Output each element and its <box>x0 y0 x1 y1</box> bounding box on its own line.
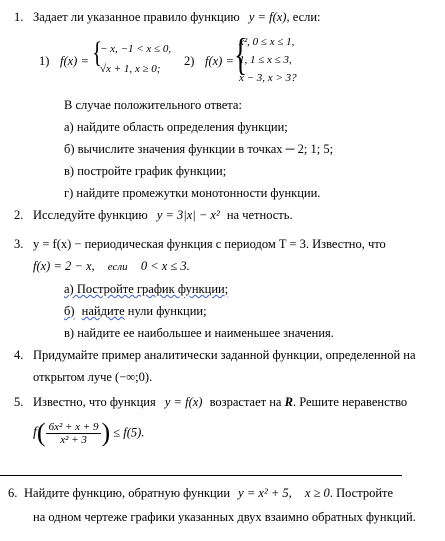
q1-case1-brace: { <box>92 36 103 69</box>
q1-case1-row2: √x + 1, x ≥ 0; <box>100 63 161 75</box>
q2-number: 2. <box>14 208 24 222</box>
q5-denominator: x² + 3 <box>60 433 87 446</box>
q1-number: 1. <box>14 10 24 24</box>
q1-case2-brace: { <box>234 30 247 79</box>
separator-line <box>0 475 402 476</box>
q1-case2-lhs: f(x) = <box>205 54 234 68</box>
q5-text <box>33 395 407 410</box>
q5-inequality <box>33 418 144 448</box>
q5-formula: y = f(x) <box>164 395 203 409</box>
q1-question: Задает ли указанное правило функцию <box>33 10 240 24</box>
q1-text <box>33 10 321 25</box>
q6-line2: на одном чертеже графики указанных двух взаимно обратных функций. <box>33 510 416 524</box>
q3-def-formula: f(x) = 2 − x, <box>33 259 95 273</box>
q2-question: Исследуйте функцию <box>33 208 148 222</box>
q1-case2-row3: x − 3, x > 3? <box>239 72 297 84</box>
q5-ineq-f: f <box>33 425 37 440</box>
q5-mid: возрастает на <box>209 395 282 409</box>
q1-suffix: если: <box>292 10 321 24</box>
q2-suffix: на четность. <box>226 208 293 222</box>
q3-item-b-prefix: б) <box>64 304 75 318</box>
q5-suffix: . Решите неравенство <box>292 395 408 409</box>
q1-case1-label: 1) <box>39 54 50 68</box>
q6-question: Найдите функцию, обратную функции <box>24 486 231 500</box>
q2-formula: y = 3|x| − x² <box>156 208 220 222</box>
q5-rhs: ≤ f(5). <box>113 425 145 440</box>
q6-suffix: . Постройте <box>329 486 394 500</box>
q1-item-b: б) вычислите значения функции в точках ─ 2; 1; 5; <box>64 142 334 156</box>
q3-text: y = f(x) − периодическая функция с периодом T = 3. Известно, что <box>33 237 386 251</box>
q6-number: 6. <box>8 486 18 500</box>
q1-item-a: а) найдите область определения функции; <box>64 120 288 134</box>
q3-item-a <box>64 282 228 297</box>
q3-item-b-word: найдите <box>81 304 125 318</box>
q1-intro: В случае положительного ответа: <box>64 98 242 112</box>
q2-text <box>33 208 293 223</box>
q4-line1: Придумайте пример аналитически заданной функции, определенной на <box>33 348 416 362</box>
q6-formula: y = x² + 5, <box>238 486 292 500</box>
q5-paren-left: ( <box>36 418 46 447</box>
q6-text <box>24 486 393 501</box>
q5-fraction <box>46 421 102 446</box>
q1-formula: y = f(x), <box>248 10 290 24</box>
q3-item-b-rest: нули функции; <box>127 304 207 318</box>
q1-item-v: в) постройте график функции; <box>64 164 227 178</box>
q1-item-g: г) найдите промежутки монотонности функции. <box>64 186 321 200</box>
q4-number: 4. <box>14 348 24 362</box>
q6-cond: x ≥ 0 <box>304 486 330 500</box>
q4-line2: открытом луче (−∞;0). <box>33 370 153 384</box>
q1-case2-label: 2) <box>184 54 195 68</box>
q5-question: Известно, что функция <box>33 395 156 409</box>
q1-case1-row1: − x, −1 < x ≤ 0, <box>100 43 172 55</box>
q1-case1-lhs: f(x) = <box>60 54 89 68</box>
q3-item-b <box>64 304 207 319</box>
q1-case2-row1: x², 0 ≤ x ≤ 1, <box>239 36 295 48</box>
q3-number: 3. <box>14 237 24 251</box>
q5-set: R <box>284 395 293 409</box>
q5-numerator: 6x² + x + 9 <box>46 421 102 434</box>
q5-number: 5. <box>14 395 24 409</box>
q3-item-a-text: а) Постройте график функции; <box>64 282 229 296</box>
q3-item-v: в) найдите ее наибольшее и наименьшее значения. <box>64 326 334 340</box>
q3-definition <box>33 259 190 274</box>
q5-paren-right: ) <box>101 418 111 447</box>
q1-case2-row2: 1, 1 ≤ x ≤ 3, <box>239 54 292 66</box>
q3-cond-word: если <box>107 261 128 273</box>
q3-cond: 0 < x ≤ 3. <box>140 259 190 273</box>
